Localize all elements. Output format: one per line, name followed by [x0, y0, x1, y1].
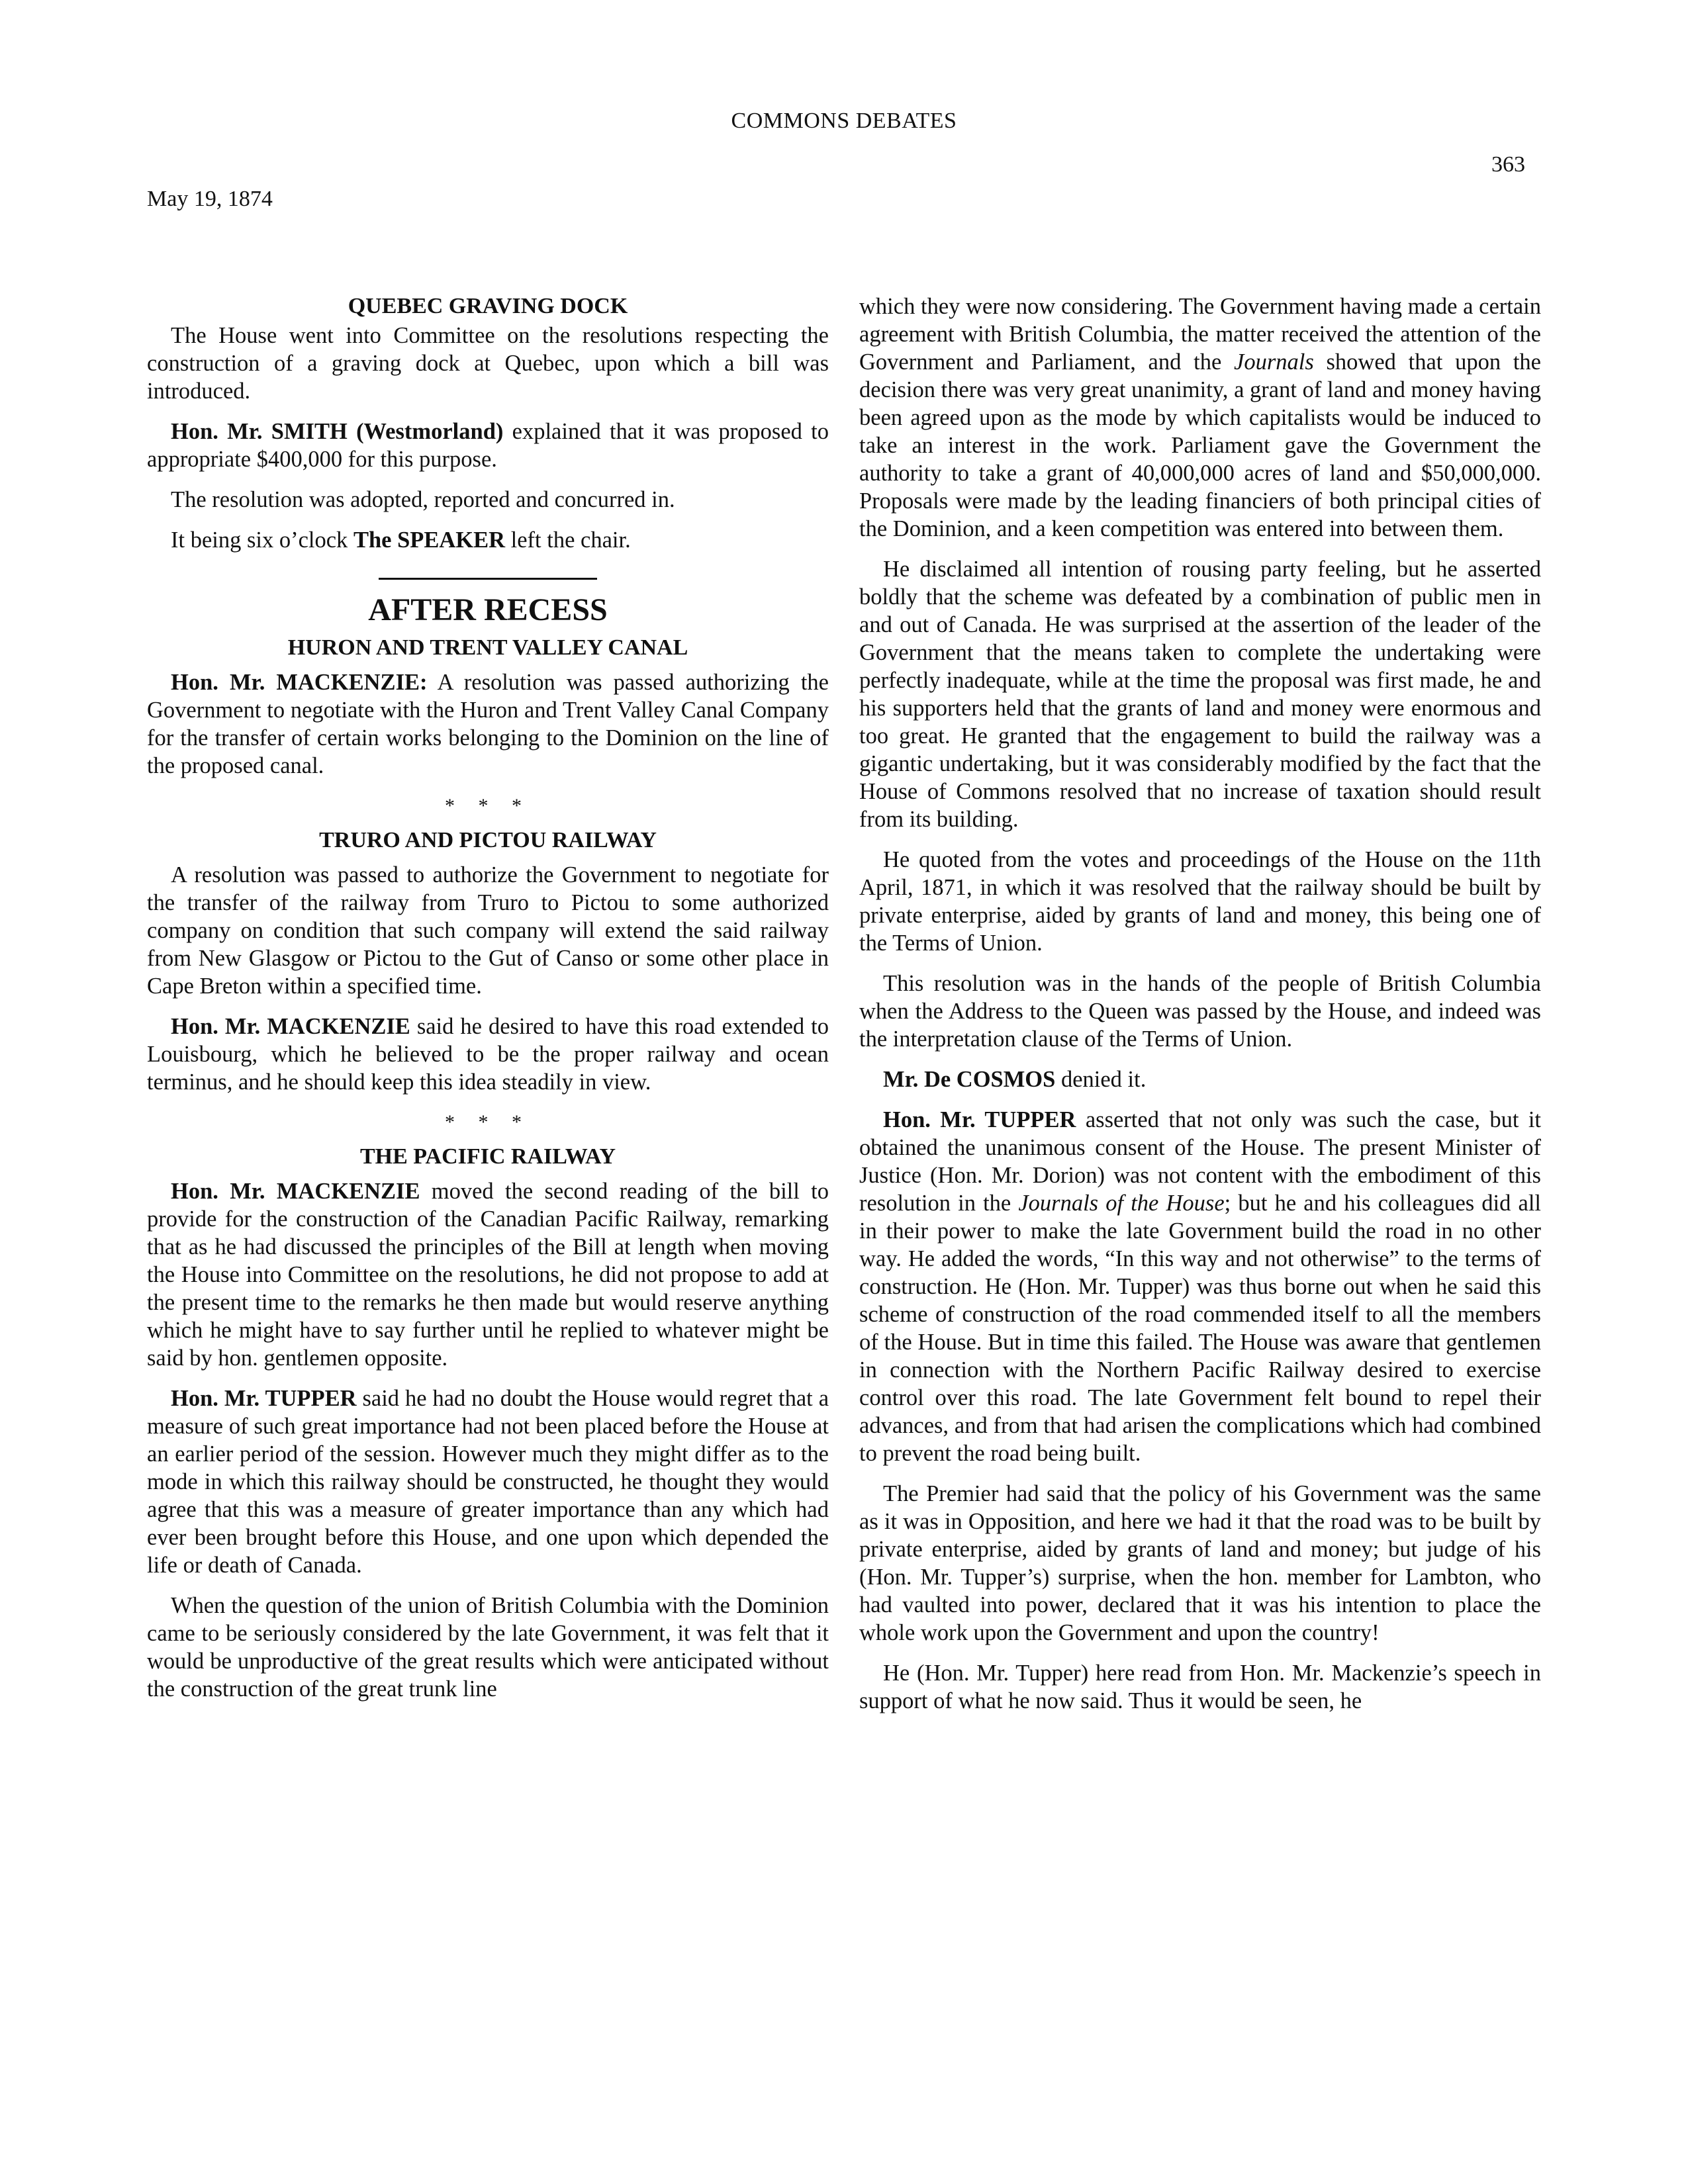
right-column	[859, 293, 1541, 1727]
paragraph: A resolution was passed to authorize the Government to negotiate for the transfer of the railway from Truro to Pictou to some authorized company on condition that such company will extend the said railway from New Glasgow or Pictou to the Gut of Canso or some other place in Cape Breton within a specified time.	[147, 862, 829, 999]
paragraph: He (Hon. Mr. Tupper) here read from Hon. Mr. Mackenzie’s speech in support of what he now said. Thus it would be seen, he	[859, 1661, 1541, 1713]
paragraph: It being six o’clock The SPEAKER left the chair.	[171, 527, 631, 553]
paragraph: Mr. De COSMOS denied it.	[883, 1067, 1147, 1092]
speaker-name: The SPEAKER	[353, 527, 506, 553]
paragraph: He quoted from the votes and proceedings of the House on the 11th April, 1871, in which it was resolved that the railway should be built by private enterprise, aided by grants of land and money, this being one of the Terms of Union.	[859, 847, 1541, 956]
paragraph: Hon. Mr. TUPPER said he had no doubt the House would regret that a measure of such great importance had not been placed before the House at an earlier period of the session. However much they might differ as to the mode in which this railway should be constructed, he thought they would agree that this was a measure of greater importance than any which had ever been brought before this House, and one upon which depended the life or death of Canada.	[147, 1386, 829, 1578]
paragraph: Hon. Mr. TUPPER asserted that not only was such the case, but it obtained the unanimous consent of the House. The present Minister of Justice (Hon. Mr. Dorion) was not content with the embodiment of this resolution in the Journals of the House; but he and his colleagues did all in their power to make the late Government build the road in no other way. He added the words, “In this way and not otherwise” to the terms of construction. He (Hon. Mr. Tupper) was thus borne out when he said this scheme of construction of the road commended itself to all the members of the House. But in time this failed. The House was aware that gentlemen in connection with the Northern Pacific Railway desired to exercise control over this road. The late Government felt bound to repel their advances, and from that had arisen the complications which had combined to prevent the road being built.	[859, 1107, 1542, 1466]
section-heading-huron-canal: HURON AND TRENT VALLEY CANAL	[287, 635, 688, 660]
after-recess-heading: AFTER RECESS	[368, 592, 608, 627]
page-date: May 19, 1874	[147, 187, 273, 211]
section-heading-truro-pictou: TRURO AND PICTOU RAILWAY	[319, 828, 657, 852]
paragraph: Hon. Mr. SMITH (Westmorland) explained that it was proposed to appropriate $400,000 for this purpose.	[147, 419, 829, 472]
speaker-name: Hon. Mr. MACKENZIE	[171, 1014, 410, 1039]
paragraph: The House went into Committee on the resolutions respecting the construction of a graving dock at Quebec, upon which a bill was introduced.	[147, 323, 829, 404]
running-title: COMMONS DEBATES	[731, 109, 957, 133]
paragraph: Hon. Mr. MACKENZIE moved the second reading of the bill to provide for the construction of the Canadian Pacific Railway, remarking that as he had discussed the principles of the Bill at length when moving the House into Committee on the resolutions, he did not propose to add at the present time to the remarks he then made but would reserve anything which he might have to say further until he replied to whatever might be said by hon. gentlemen opposite.	[147, 1179, 829, 1371]
paragraph: Hon. Mr. MACKENZIE: A resolution was passed authorizing the Government to negotiate with the Huron and Trent Valley Canal Company for the transfer of certain works belonging to the Dominion on the line of the proposed canal.	[147, 670, 829, 778]
speaker-name: Hon. Mr. MACKENZIE:	[171, 670, 428, 695]
paragraph: When the question of the union of British Columbia with the Dominion came to be seriously considered by the late Government, it was felt that it would be unproductive of the great results which were anticipated without the construction of the great trunk line	[147, 1593, 829, 1702]
speaker-name: Hon. Mr. SMITH (Westmorland)	[171, 419, 504, 444]
section-heading-quebec-graving-dock: QUEBEC GRAVING DOCK	[348, 294, 628, 318]
paragraph: which they were now considering. The Government having made a certain agreement with British Columbia, the matter received the attention of the Government and Parliament, and the Journals showed that upon the decision there was very great unanimity, a grant of land and money having been agreed upon as the mode by which capitalists would be induced to take an interest in the work. Parliament gave the Government the authority to take a grant of 40,000,000 acres of land and $50,000,000. Proposals were made by the leading financiers of both principal cities of the Dominion, and a keen competition was entered into between them.	[859, 294, 1541, 541]
paragraph: The resolution was adopted, reported and concurred in.	[171, 487, 675, 512]
paragraph: Hon. Mr. MACKENZIE said he desired to have this road extended to Louisbourg, which he believed to be the proper railway and ocean terminus, and he should keep this idea steadily in view.	[147, 1014, 829, 1095]
separator-stars: * * *	[445, 795, 531, 817]
speaker-name: Hon. Mr. TUPPER	[883, 1107, 1076, 1132]
section-heading-pacific-railway: THE PACIFIC RAILWAY	[359, 1144, 616, 1169]
speaker-name: Hon. Mr. MACKENZIE	[171, 1179, 420, 1204]
paragraph: He disclaimed all intention of rousing party feeling, but he asserted boldly that the scheme was defeated by a combination of public men in and out of Canada. He was surprised at the assertion of the leader of the Government that the means taken to complete the undertaking were perfectly inadequate, while at the time the proposal was first made, he and his supporters held that the grants of land and money were enormous and too great. He granted that the engagement to build the railway was a gigantic undertaking, but it was considerably modified by the fact that the House of Commons resolved that no increase of taxation should result from its building.	[859, 557, 1541, 832]
paragraph: This resolution was in the hands of the people of British Columbia when the Address to the Queen was passed by the House, and indeed was the interpretation clause of the Terms of Union.	[859, 971, 1541, 1052]
page-number: 363	[1491, 152, 1525, 177]
separator-stars: * * *	[445, 1111, 531, 1133]
left-column	[147, 293, 829, 1715]
speaker-name: Hon. Mr. TUPPER	[171, 1386, 357, 1411]
section-rule	[379, 578, 597, 580]
paragraph: The Premier had said that the policy of his Government was the same as it was in Opposition, and here we had it that the road was to be built by private enterprise, aided by grants of land and money; but judge of his (Hon. Mr. Tupper’s) surprise, when the hon. member for Lambton, who had vaulted into power, declared that it was his intention to place the whole work upon the Government and upon the country!	[859, 1481, 1541, 1645]
speaker-name: Mr. De COSMOS	[883, 1067, 1056, 1092]
